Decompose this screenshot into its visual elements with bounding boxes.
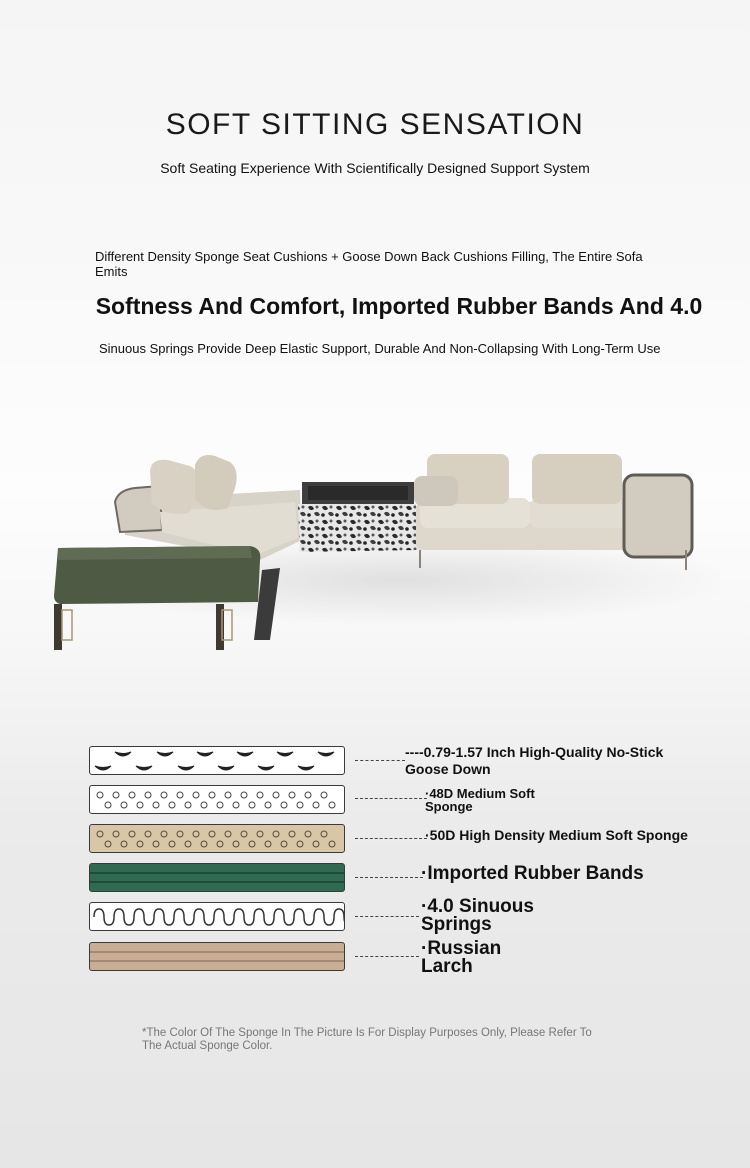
high-density-sponge-layer [89, 824, 345, 853]
russian-larch-leader [355, 956, 419, 957]
sinuous-springs-label: ·4.0 Sinuous Springs [421, 896, 534, 935]
medium-soft-sponge-label: ·48D Medium Soft Sponge [425, 786, 535, 814]
description-highlight: Softness And Comfort, Imported Rubber Bands And 4.0 [95, 293, 703, 319]
sinuous-springs-leader [355, 916, 419, 917]
description-line-1: Different Density Sponge Seat Cushions + Goose Down Back Cushions Filling, The Entire Sofa Emits [95, 249, 643, 279]
rubber-bands-leader [355, 877, 423, 878]
page-subtitle: Soft Seating Experience With Scientifically Designed Support System [160, 160, 590, 176]
page-title: SOFT SITTING SENSATION [165, 108, 585, 141]
rubber-bands-layer [89, 863, 345, 892]
goose-down-leader [355, 760, 405, 761]
goose-down-layer [89, 746, 345, 775]
medium-soft-sponge-layer [89, 785, 345, 814]
rubber-bands-label: ·Imported Rubber Bands [421, 863, 644, 884]
description-line-3: Sinuous Springs Provide Deep Elastic Support, Durable And Non-Collapsing With Long-Term Use [99, 341, 661, 356]
sponge-color-disclaimer: *The Color Of The Sponge In The Picture Is For Display Purposes Only, Please Refer To The Actual Sponge Color. [142, 1027, 592, 1052]
high-density-sponge-label: ·50D High Density Medium Soft Sponge [425, 827, 688, 843]
sinuous-springs-layer [89, 902, 345, 931]
sofa-illustration [40, 420, 720, 660]
russian-larch-label: ·Russian Larch [421, 938, 502, 977]
medium-soft-sponge-leader [355, 798, 427, 799]
russian-larch-layer [89, 942, 345, 971]
high-density-sponge-leader [355, 838, 427, 839]
goose-down-label: ----0.79-1.57 Inch High-Quality No-Stick Goose Down [405, 744, 664, 777]
